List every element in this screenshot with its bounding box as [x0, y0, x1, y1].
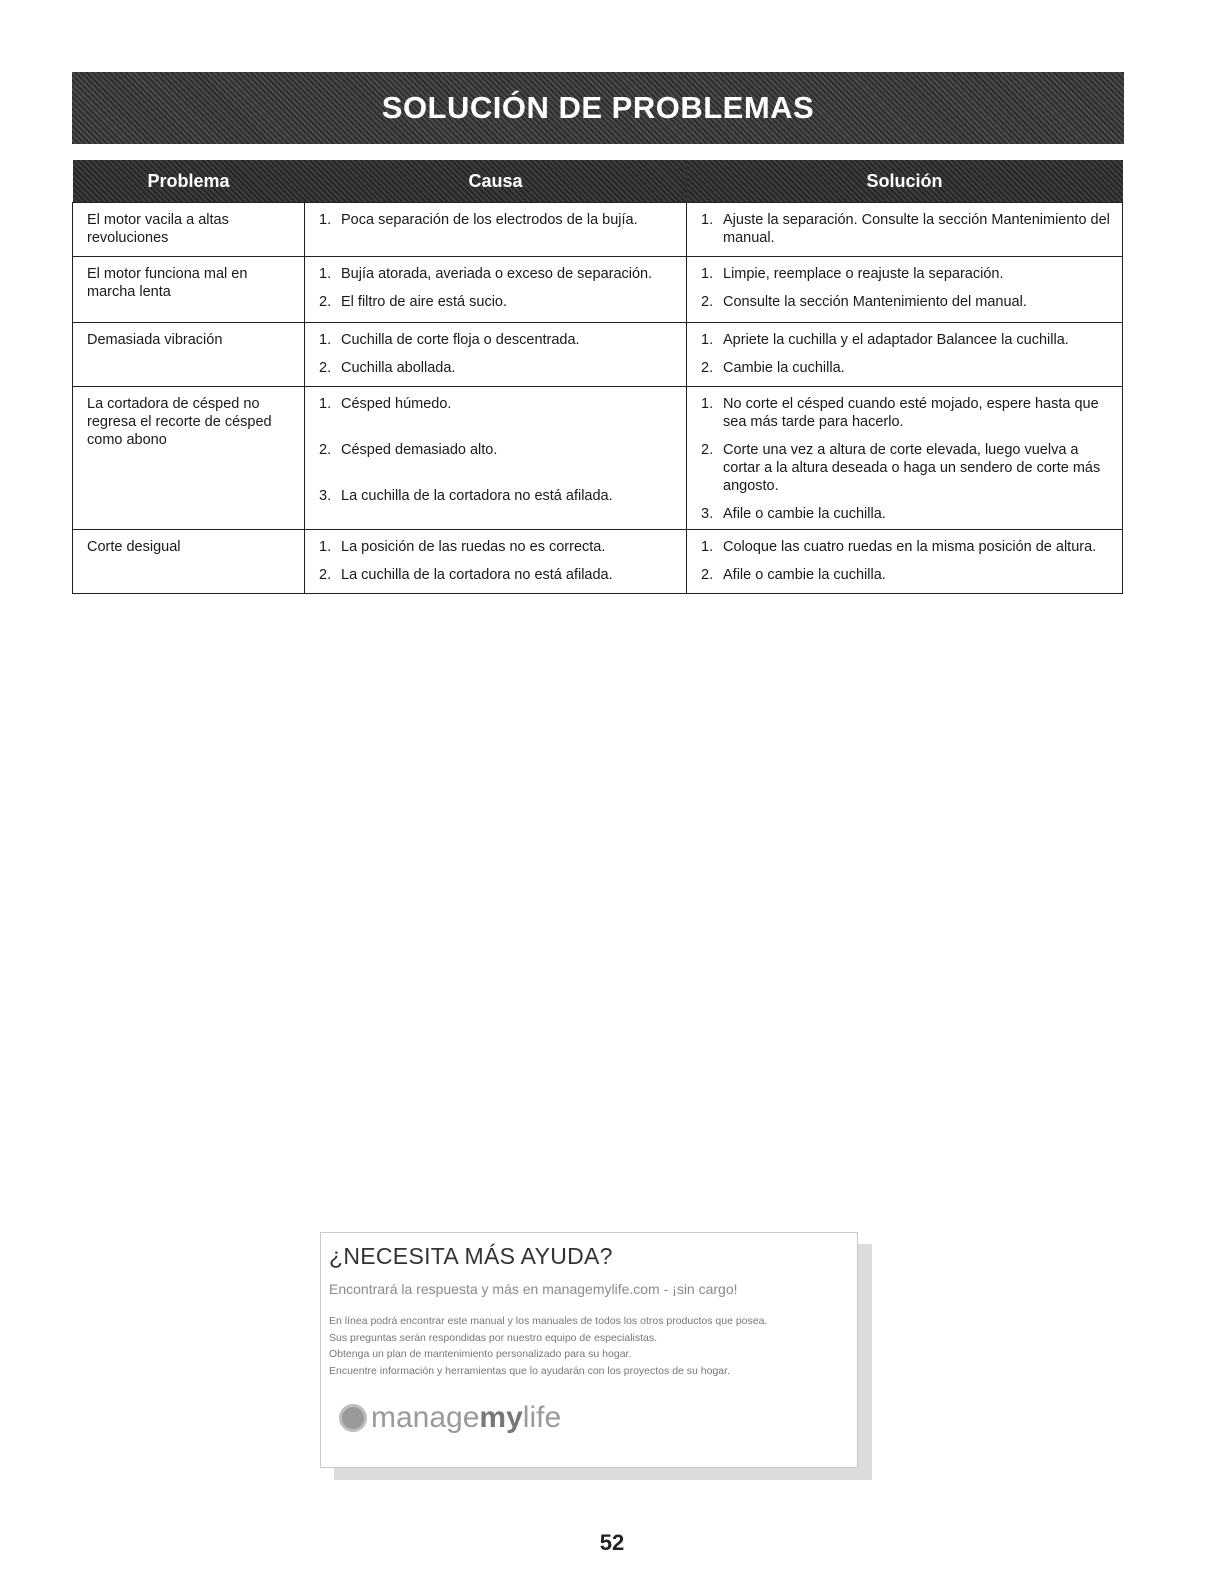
section-banner [72, 72, 1124, 144]
cause-cell [305, 387, 687, 530]
item-text: Apriete la cuchilla y el adaptador Balancee la cuchilla. [723, 332, 1069, 348]
cause-item [319, 293, 676, 311]
solution-item [701, 211, 1112, 247]
managemylife-logo [339, 1401, 561, 1435]
table-row [73, 530, 1123, 594]
item-number: 1. [701, 396, 714, 412]
item-text: Poca separación de los electrodos de la bujía. [341, 212, 638, 228]
cause-item [319, 331, 676, 349]
cause-item [319, 538, 676, 556]
solution-cell [687, 530, 1123, 594]
item-text: Césped húmedo. [341, 396, 452, 412]
solution-item [701, 265, 1112, 283]
cause-cell [305, 203, 687, 257]
page-number: 52 [599, 1530, 625, 1555]
table-row [73, 387, 1123, 530]
cause-item [319, 441, 676, 459]
item-number: 2. [319, 442, 332, 458]
problem-cell: Corte desigual [73, 530, 305, 594]
item-number: 2. [701, 567, 714, 583]
problem-cell: El motor funciona mal en marcha lenta [73, 257, 305, 323]
cause-cell [305, 257, 687, 323]
item-number: 1. [701, 212, 714, 228]
item-text: No corte el césped cuando esté mojado, espere hasta que sea más tarde para hacerlo. [723, 396, 1099, 430]
help-line: Sus preguntas serán respondidas por nuestro equipo de especialistas. [329, 1331, 658, 1344]
item-number: 2. [319, 360, 332, 376]
item-number: 1. [701, 266, 714, 282]
logo-part-my: my [479, 1401, 523, 1434]
solution-item [701, 538, 1112, 556]
item-number: 1. [319, 332, 332, 348]
help-title: ¿NECESITA MÁS AYUDA? [329, 1243, 613, 1269]
help-line: En línea podrá encontrar este manual y los manuales de todos los otros productos que posea. [329, 1315, 768, 1327]
logo-part-manage: manage [371, 1401, 480, 1434]
item-number: 1. [319, 396, 332, 412]
help-box [320, 1232, 858, 1468]
item-text: Corte una vez a altura de corte elevada, luego vuelva a cortar a la altura deseada o haga un sendero de corte más angosto. [723, 442, 1101, 494]
item-text: Ajuste la separación. Consulte la sección Mantenimiento del manual. [723, 212, 1110, 246]
solution-item [701, 505, 1112, 523]
solution-item [701, 293, 1112, 311]
item-number: 2. [319, 567, 332, 583]
item-number: 3. [701, 506, 714, 522]
item-text: Césped demasiado alto. [341, 442, 498, 458]
cause-item [319, 265, 676, 283]
solution-cell [687, 257, 1123, 323]
logo-part-life: life [522, 1401, 562, 1434]
table-header-row [73, 160, 1123, 203]
cause-item [319, 566, 676, 584]
item-text: Consulte la sección Mantenimiento del manual. [723, 294, 1027, 310]
solution-cell [687, 387, 1123, 530]
item-text: La cuchilla de la cortadora no está afilada. [341, 567, 613, 583]
item-number: 1. [319, 266, 332, 282]
solution-cell [687, 203, 1123, 257]
problem-cell: La cortadora de césped no regresa el recorte de césped como abono [73, 387, 305, 530]
solution-cell [687, 323, 1123, 387]
solution-item [701, 331, 1112, 349]
header-solution: Solución [687, 160, 1123, 203]
item-text: La cuchilla de la cortadora no está afilada. [341, 488, 613, 504]
help-lines [329, 1313, 767, 1379]
item-text: Afile o cambie la cuchilla. [723, 567, 886, 583]
solution-item [701, 395, 1112, 431]
solution-item [701, 566, 1112, 584]
item-text: El filtro de aire está sucio. [341, 294, 508, 310]
cause-item [319, 395, 676, 413]
table-row [73, 257, 1123, 323]
item-text: Bujía atorada, averiada o exceso de separación. [341, 266, 653, 282]
troubleshooting-table [72, 160, 1123, 594]
item-number: 1. [319, 539, 332, 555]
header-cause: Causa [305, 160, 687, 203]
item-number: 3. [319, 488, 332, 504]
cause-item [319, 487, 676, 505]
item-number: 2. [701, 442, 714, 458]
item-number: 1. [319, 212, 332, 228]
header-problem: Problema [73, 160, 305, 203]
problem-cell: Demasiada vibración [73, 323, 305, 387]
item-text: Afile o cambie la cuchilla. [723, 506, 886, 522]
item-text: Coloque las cuatro ruedas en la misma posición de altura. [723, 539, 1097, 555]
item-text: Cuchilla de corte floja o descentrada. [341, 332, 580, 348]
item-number: 1. [701, 539, 714, 555]
help-line: Obtenga un plan de mantenimiento personalizado para su hogar. [329, 1348, 632, 1360]
logo-icon [339, 1404, 367, 1432]
cause-cell [305, 530, 687, 594]
table-row [73, 203, 1123, 257]
item-number: 2. [701, 294, 714, 310]
problem-cell: El motor vacila a altas revoluciones [73, 203, 305, 257]
cause-cell [305, 323, 687, 387]
item-text: Cuchilla abollada. [341, 360, 456, 376]
cause-item [319, 359, 676, 377]
solution-item [701, 359, 1112, 377]
help-subtitle: Encontrará la respuesta y más en managemylife.com - ¡sin cargo! [329, 1281, 738, 1297]
cause-item [319, 211, 676, 229]
help-line: Encuentre información y herramientas que lo ayudarán con los proyectos de su hogar. [329, 1364, 730, 1377]
item-text: Cambie la cuchilla. [723, 360, 845, 376]
table-row [73, 323, 1123, 387]
item-number: 2. [701, 360, 714, 376]
item-number: 1. [701, 332, 714, 348]
item-text: Limpie, reemplace o reajuste la separación. [723, 266, 1004, 282]
item-text: La posición de las ruedas no es correcta. [341, 539, 606, 555]
item-number: 2. [319, 294, 332, 310]
solution-item [701, 441, 1112, 495]
page-title: SOLUCIÓN DE PROBLEMAS [381, 90, 815, 125]
